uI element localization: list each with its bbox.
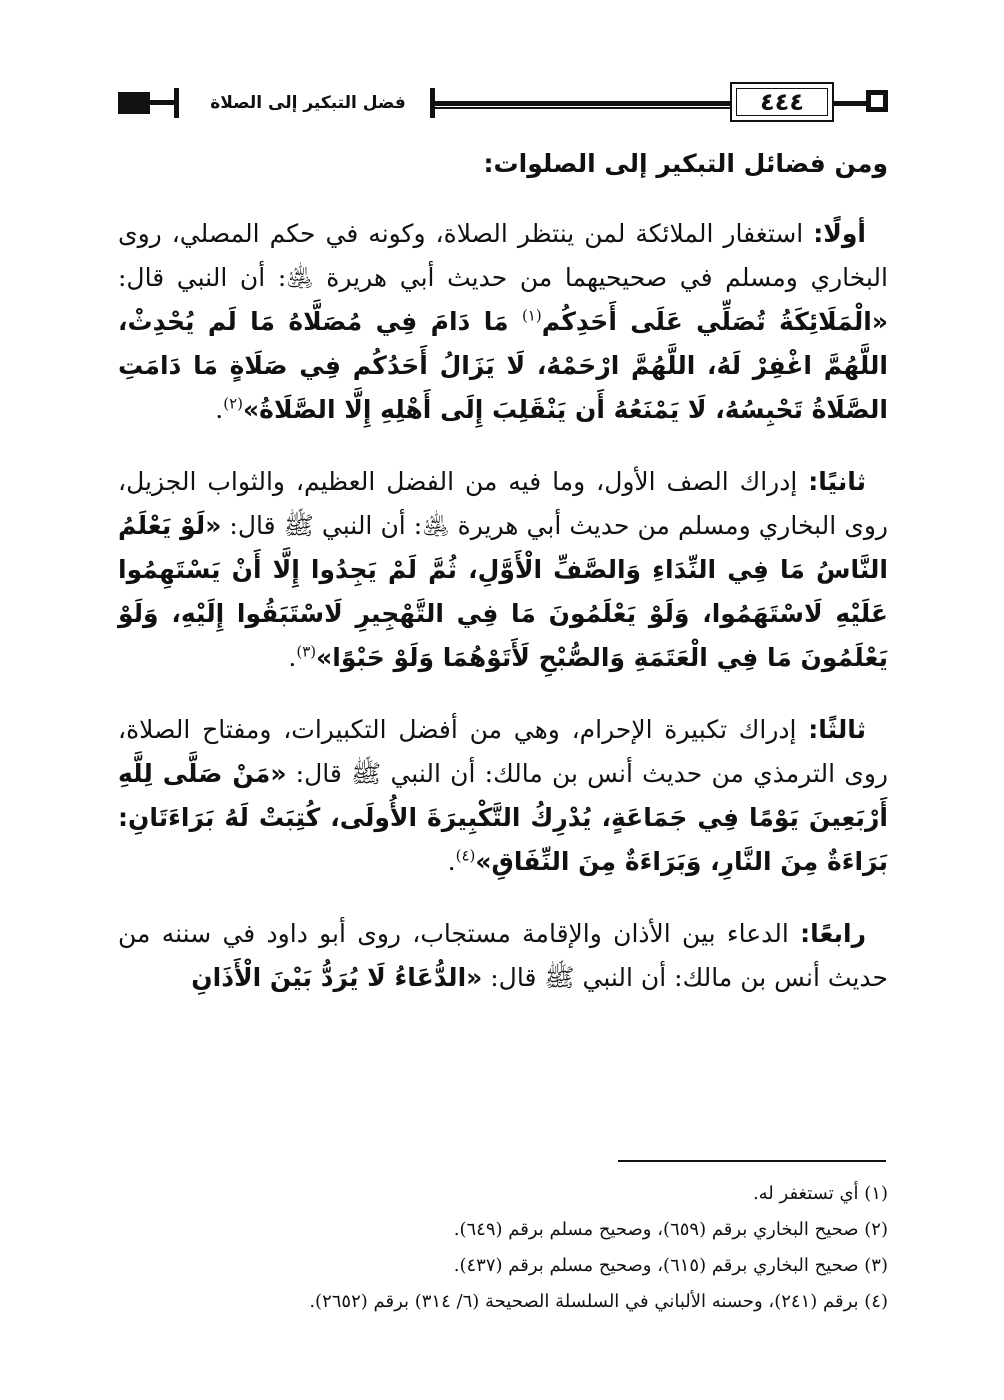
header-rule-right (834, 101, 870, 106)
hadith-quote: «الدُّعَاءُ لَا يُرَدُّ بَيْنَ الْأَذَانِ (191, 963, 483, 992)
hadith-quote: «لَوْ يَعْلَمُ النَّاسُ مَا فِي النِّدَاءِ وَالصَّفِّ الْأَوَّلِ، ثُمَّ لَمْ يَجِدُوا إِلَّا أَنْ يَسْتَهِمُوا عَلَيْهِ لَاسْتَهَمُوا، وَلَوْ يَعْلَمُونَ مَا فِي التَّهْجِيرِ لَاسْتَبَقُوا إِلَيْهِ، وَلَوْ يَعْلَمُونَ مَا فِي الْعَتَمَةِ وَالصُّبْحِ لَأَتَوْهُمَا وَلَوْ حَبْوًا» (118, 511, 888, 672)
paragraph-lead: ثانيًا: (808, 467, 866, 496)
paragraph-first (118, 212, 888, 432)
footnotes-list (118, 1176, 888, 1320)
footnote-separator (618, 1160, 886, 1162)
footnote-ref[interactable]: (٣) (296, 642, 317, 661)
footnote-ref[interactable]: (١) (521, 306, 542, 325)
page-header (118, 80, 888, 126)
paragraph-fourth (118, 912, 888, 1000)
header-right-square (866, 90, 888, 112)
hadith-quote: «مَنْ صَلَّى لِلَّهِ أَرْبَعِينَ يَوْمًا فِي جَمَاعَةٍ، يُدْرِكُ التَّكْبِيرَةَ الأُولَى، كُتِبَتْ لَهُ بَرَاءَتَانِ: بَرَاءَةٌ مِنَ النَّارِ، وَبَرَاءَةٌ مِنَ النِّفَاقِ» (118, 759, 888, 876)
paragraph-text: استغفار الملائكة لمن ينتظر الصلاة، وكونه في حكم المصلي، روى البخاري ومسلم في صحيحيهما من حديث أبي هريرة ﵁: أن النبي قال: (118, 219, 888, 292)
hadith-quote: «الْمَلَائِكَةُ تُصَلِّي عَلَى أَحَدِكُم (541, 307, 888, 336)
paragraph-third (118, 708, 888, 884)
paragraph-text: إدراك الصف الأول، وما فيه من الفضل العظيم، والثواب الجزيل، روى البخاري ومسلم من حديث أبي هريرة ﵁: أن النبي ﷺ قال: (118, 467, 888, 540)
header-left-divider (174, 88, 179, 118)
paragraph-text: الدعاء بين الأذان والإقامة مستجاب، روى أبو داود في سننه من حديث أنس بن مالك: أن النبي ﷺ قال: (118, 919, 888, 992)
paragraph-end: . (288, 643, 297, 672)
footnote-item: (٣) صحيح البخاري برقم (٦١٥)، وصحيح مسلم برقم (٤٣٧). (453, 1255, 888, 1276)
hadith-quote: مَا دَامَ فِي مُصَلَّاهُ مَا لَم يُحْدِثْ، اللَّهُمَّ اغْفِرْ لَهُ، اللَّهُمَّ ارْحَمْهُ، لَا يَزَالُ أَحَدُكُم فِي صَلَاةٍ مَا دَامَتِ الصَّلَاةُ تَحْبِسُهُ، لَا يَمْنَعُهُ أَن يَنْقَلِبَ إِلَى أَهْلِهِ إِلَّا الصَّلَاةُ» (118, 307, 888, 424)
footnote-item: (١) أي تستغفر له. (752, 1183, 888, 1204)
footnote-ref[interactable]: (٢) (223, 394, 244, 413)
header-left-block (118, 92, 150, 114)
paragraph-text: إدراك تكبيرة الإحرام، وهي من أفضل التكبيرات، ومفتاح الصلاة، روى الترمذي من حديث أنس بن مالك: أن النبي ﷺ قال: (118, 715, 888, 788)
footnote-item: (٤) برقم (٢٤١)، وحسنه الألباني في السلسلة الصحيحة (٦/ ٣١٤) برقم (٢٦٥٢). (309, 1291, 888, 1312)
footnote-item: (٢) صحيح البخاري برقم (٦٥٩)، وصحيح مسلم برقم (٦٤٩). (453, 1219, 888, 1240)
paragraph-end: . (215, 395, 224, 424)
page-number-frame (730, 82, 834, 122)
header-rule-thin (435, 107, 730, 109)
paragraph-lead: رابعًا: (800, 919, 866, 948)
section-heading: ومن فضائل التبكير إلى الصلوات: (483, 149, 888, 178)
footnote-ref[interactable]: (٤) (455, 846, 476, 865)
paragraph-end: . (447, 847, 456, 876)
paragraph-lead: ثالثًا: (808, 715, 866, 744)
header-left-connector (150, 100, 174, 105)
paragraph-lead: أولًا: (813, 219, 866, 248)
page-body (118, 142, 888, 1028)
running-title: فضل التبكير إلى الصلاة (210, 93, 406, 113)
page-number: ٤٤٤ (760, 88, 804, 116)
header-rule-thick (435, 101, 730, 106)
paragraph-second (118, 460, 888, 680)
